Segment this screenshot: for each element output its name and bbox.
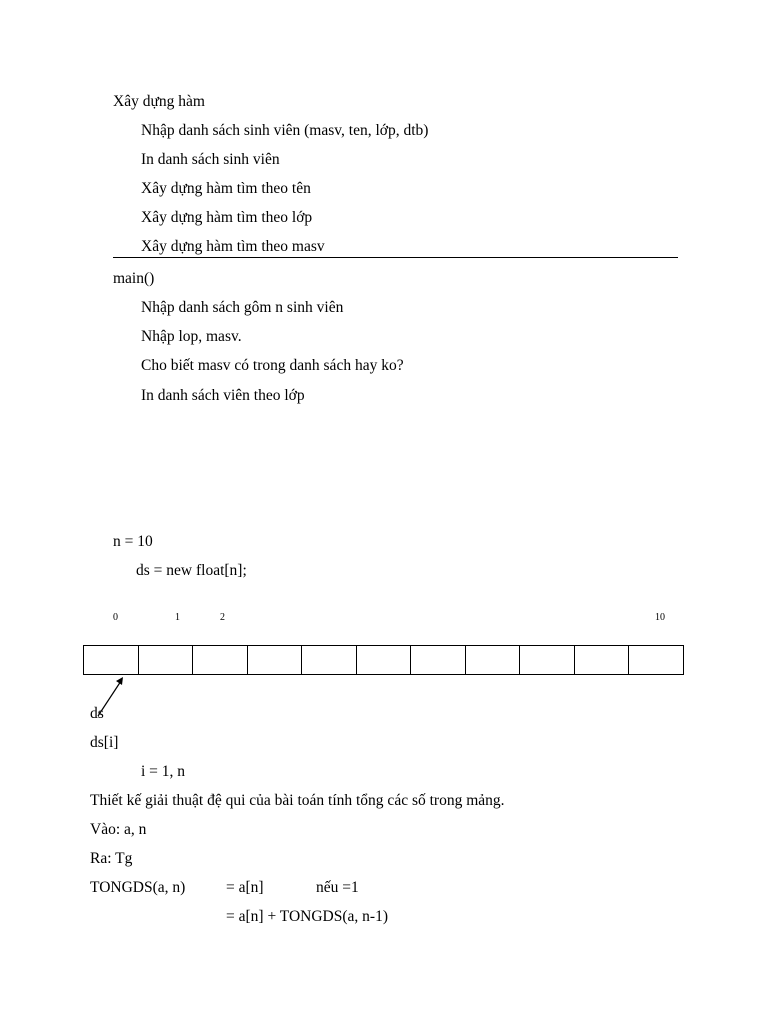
section1-heading: Xây dựng hàm [113, 93, 205, 110]
ds-index-note: ds[i] [90, 734, 119, 751]
array-cell [139, 646, 194, 674]
section1-item: Xây dựng hàm tìm theo lớp [141, 209, 313, 226]
section2-item: Nhập lop, masv. [141, 328, 242, 345]
array-cell [629, 646, 683, 674]
function-name: TONGDS(a, n) [90, 879, 186, 896]
array-index: 10 [655, 612, 665, 623]
recursive-case: = a[n] + TONGDS(a, n-1) [226, 908, 388, 925]
section2-item: In danh sách viên theo lớp [141, 387, 305, 404]
array-cell [575, 646, 630, 674]
section1-item: In danh sách sinh viên [141, 151, 280, 168]
array-index: 1 [175, 612, 180, 623]
array-cell [357, 646, 412, 674]
code-n-line: n = 10 [113, 533, 153, 550]
base-condition: nếu =1 [316, 879, 359, 896]
pointer-label: ds [90, 705, 104, 722]
code-ds-line: ds = new float[n]; [136, 562, 247, 579]
array-cell [193, 646, 248, 674]
task-statement: Thiết kế giải thuật đệ qui của bài toán tính tổng các số trong mảng. [90, 792, 505, 809]
section2-item: Nhập danh sách gôm n sinh viên [141, 299, 344, 316]
array-cell [411, 646, 466, 674]
array-index: 0 [113, 612, 118, 623]
section1-item: Xây dựng hàm tìm theo masv [141, 238, 325, 255]
array-diagram [83, 645, 684, 675]
section1-item: Nhập danh sách sinh viên (masv, ten, lớp, dtb) [141, 122, 429, 139]
array-index: 2 [220, 612, 225, 623]
input-spec: Vào: a, n [90, 821, 147, 838]
array-cell [302, 646, 357, 674]
base-case: = a[n] [226, 879, 264, 896]
array-cell [248, 646, 303, 674]
array-cell [84, 646, 139, 674]
array-cell [520, 646, 575, 674]
section2-heading: main() [113, 270, 155, 287]
section2-item: Cho biết masv có trong danh sách hay ko? [141, 357, 404, 374]
array-cell [466, 646, 521, 674]
horizontal-rule [113, 257, 678, 258]
output-spec: Ra: Tg [90, 850, 133, 867]
loop-note: i = 1, n [141, 763, 186, 780]
section1-item: Xây dựng hàm tìm theo tên [141, 180, 311, 197]
